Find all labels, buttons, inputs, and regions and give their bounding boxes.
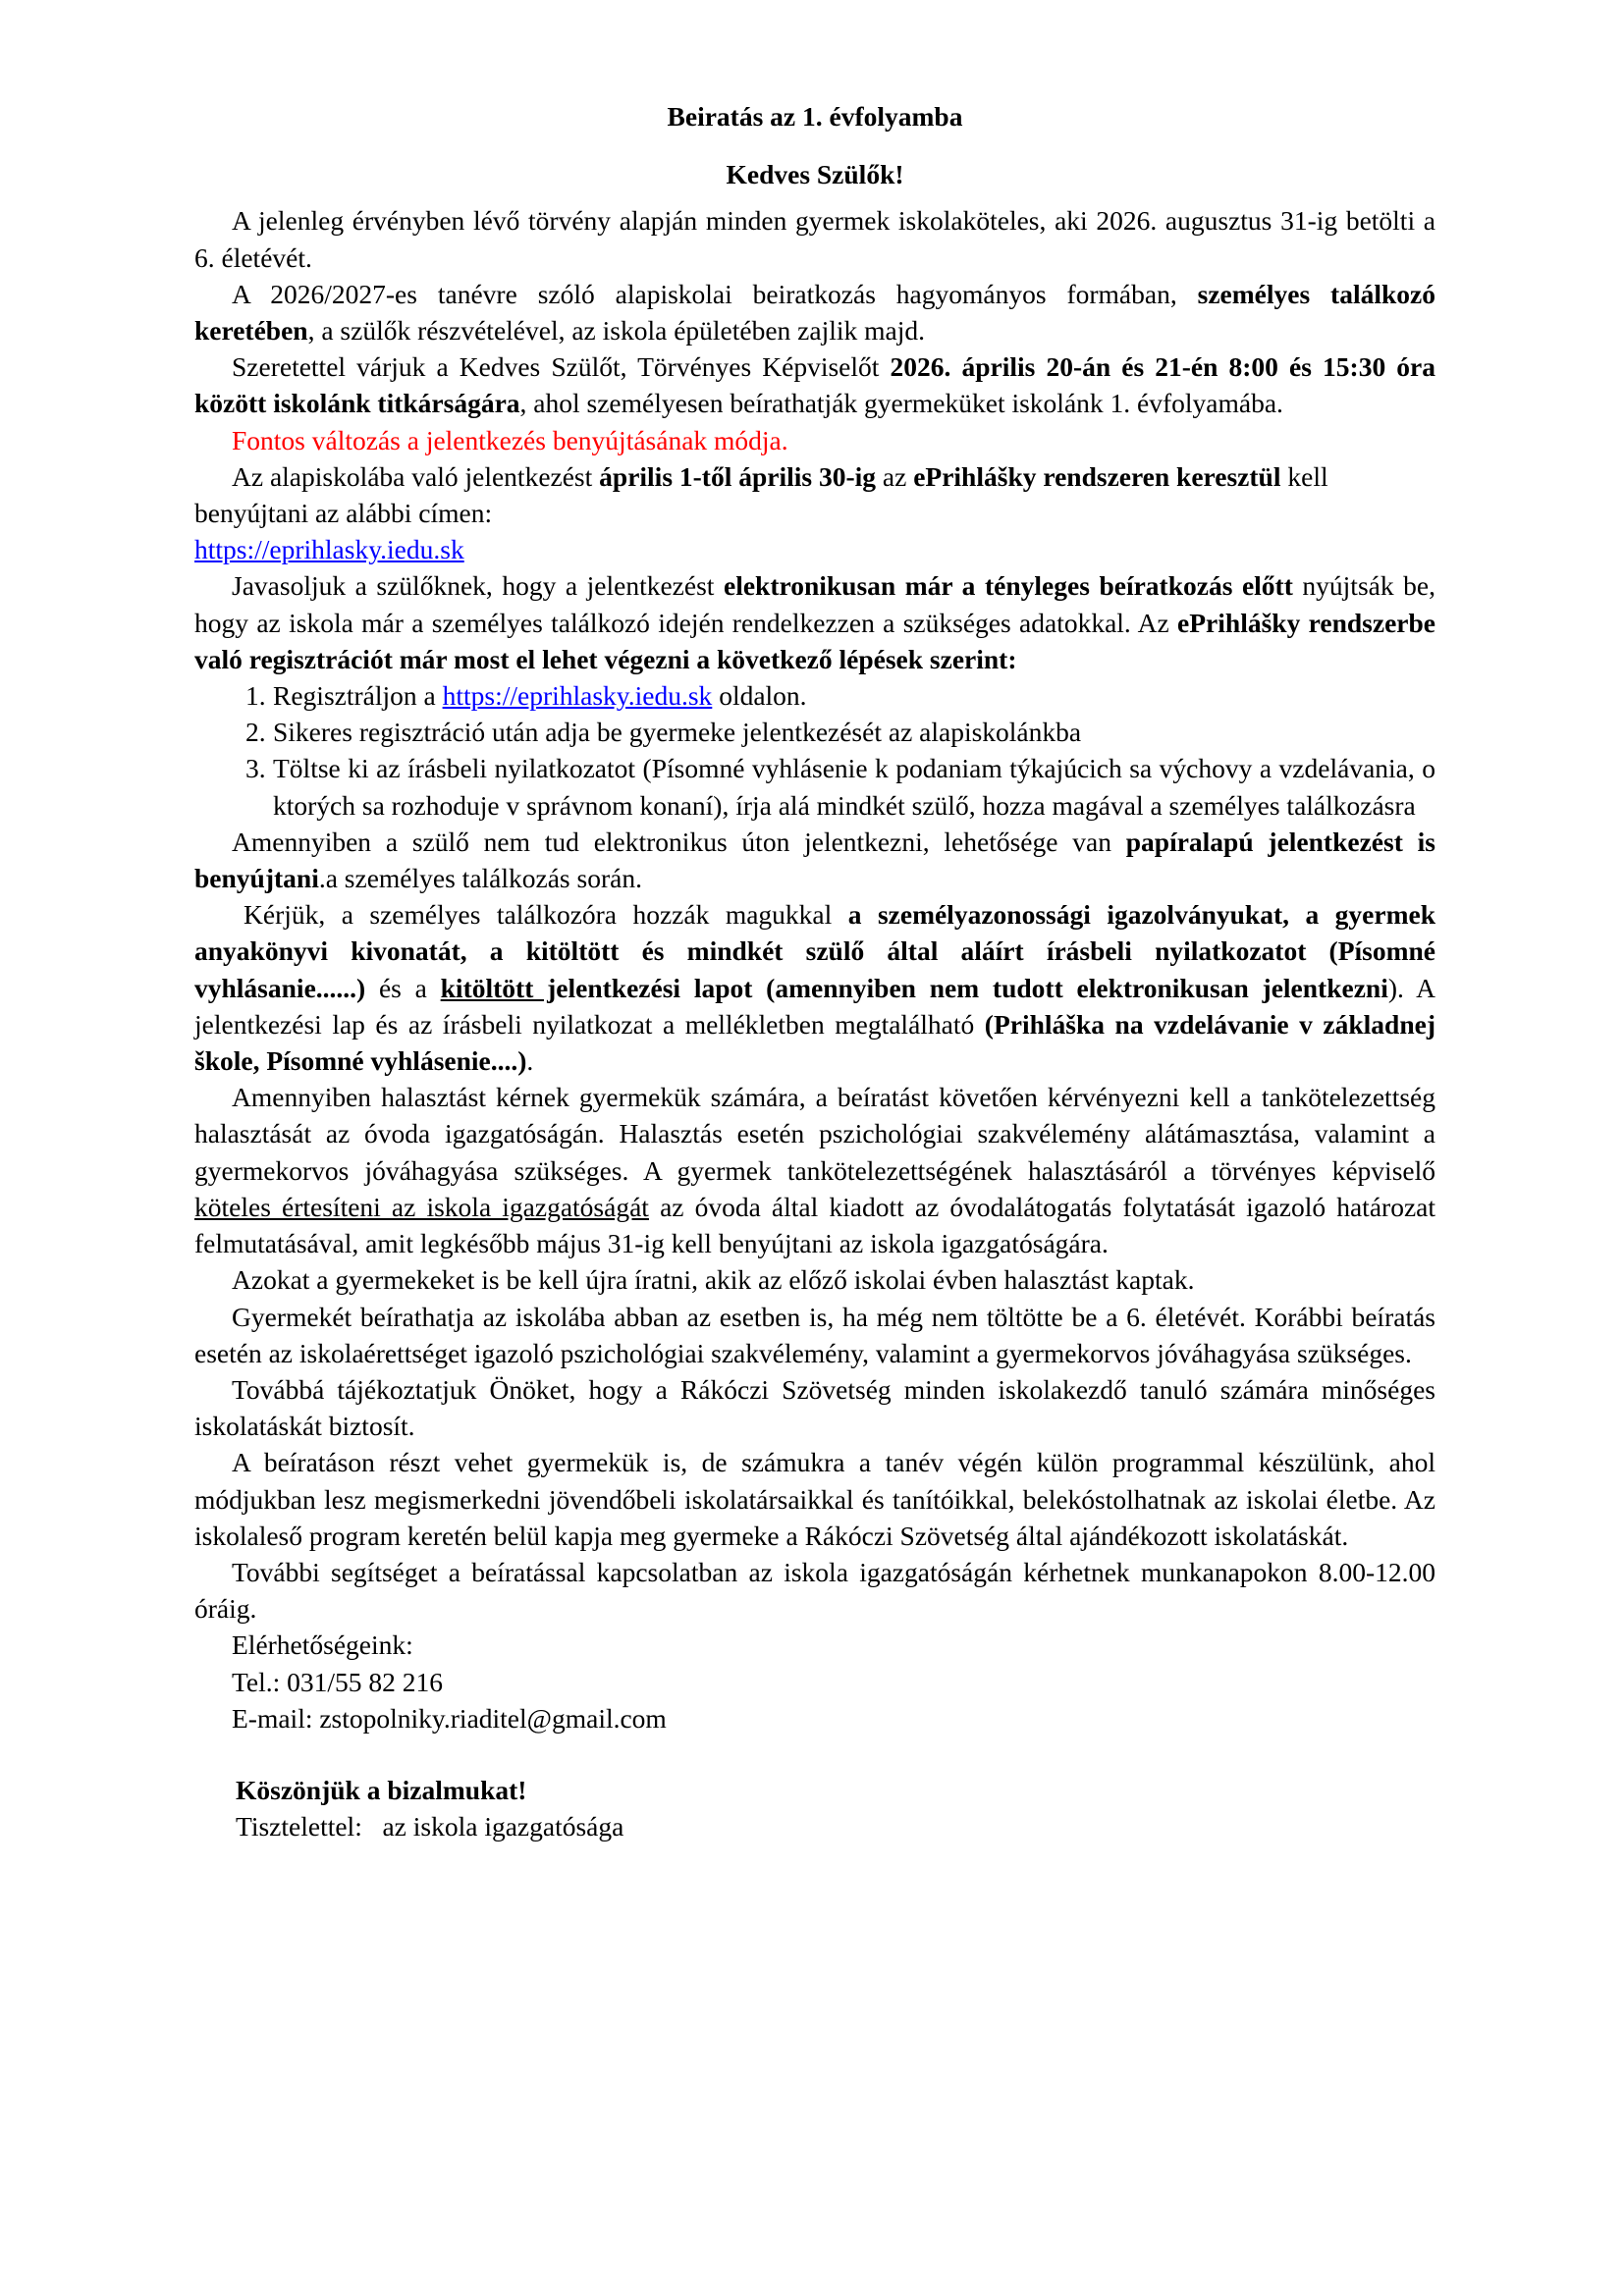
bold-text: április 1-től április 30-ig xyxy=(599,460,877,492)
text: Szeretettel várjuk a Kedves Szülőt, Törvényes Képviselőt xyxy=(232,351,891,383)
important-notice: Fontos változás a jelentkezés benyújtásának módja. xyxy=(232,424,788,455)
text: . xyxy=(526,1045,534,1077)
paragraph-re-enrollment: Azokat a gyermekeket is be kell újra íratni, akik az előző iskolai évben halasztást kaptak. xyxy=(232,1264,1195,1296)
text: .a személyes találkozás során. xyxy=(318,863,642,894)
text: az óvoda által kiadott az óvodalátogatás folytatását igazoló határozat felmutatásával, amit legkésőbb május 31-ig kell benyújtani az iskola igazgatóságára. xyxy=(194,1191,1435,1259)
bold-text: a személyazonossági igazolványukat, a gyermek anyakönyvi kivonatát, a kitöltött és mindkét szülő által aláírt írásbeli nyilatkozatot (Písomné vyhlásanie......) xyxy=(194,899,1435,1003)
eprihlasky-link[interactable]: https://eprihlasky.iedu.sk xyxy=(442,680,713,712)
text: , ahol személyesen beírathatják gyermeküket iskolánk 1. évfolyamába. xyxy=(519,388,1283,419)
paragraph-deferral xyxy=(194,1079,1435,1261)
paragraph-application-period xyxy=(194,458,1435,531)
paragraph-help: További segítséget a beíratással kapcsolatban az iskola igazgatóságán kérhetnek munkanapokon 8.00-12.00 óráig. xyxy=(194,1556,1435,1625)
text: Kérjük, a személyes találkozóra hozzák magukkal xyxy=(244,899,848,931)
step-item xyxy=(194,750,1435,823)
paragraph-age-requirement: A jelenleg érvényben lévő törvény alapján minden gyermek iskolaköteles, aki 2026. augusztus 31-ig betölti a 6. életévét. xyxy=(194,205,1435,273)
text: Javasoljuk a szülőknek, hogy a jelentkezést xyxy=(232,570,724,602)
paragraph-recommendation xyxy=(194,567,1435,677)
greeting-heading: Kedves Szülők! xyxy=(726,159,904,190)
text: kell benyújtani az alábbi címen: xyxy=(194,460,1328,529)
paragraph-early-enrollment: Gyermekét beírathatja az iskolába abban az esetben is, ha még nem töltötte be a 6. életévét. Korábbi beíratás esetén az iskolaérettséget igazoló pszichológiai szakvélemény, valamint a gyermekorvos jóváhagyása szükséges. xyxy=(194,1301,1435,1368)
step-number: 2. xyxy=(245,717,266,748)
contact-heading: Elérhetőségeink: xyxy=(232,1629,413,1661)
eprihlasky-link[interactable]: https://eprihlasky.iedu.sk xyxy=(194,534,464,565)
bold-text: elentkezési lapot (amennyiben nem tudott elektronikusan jelentkezni xyxy=(556,972,1388,1003)
bold-text: 2026. április 20-án és 21-én 8:00 és 15:30 óra között iskolánk titkárságára xyxy=(194,351,1435,419)
text: oldalon. xyxy=(712,680,807,712)
paragraph-enrollment-dates xyxy=(194,348,1435,421)
link-line xyxy=(194,531,1435,567)
bold-text: papíralapú jelentkezést is benyújtani xyxy=(194,826,1435,894)
signature-text: Tisztelettel: az iskola igazgatósága xyxy=(236,1811,624,1842)
text: és a xyxy=(365,972,441,1003)
registration-steps xyxy=(194,677,1435,824)
text: ). A jelentkezési lap és az írásbeli nyilatkozat a mellékletben megtalálható xyxy=(194,972,1435,1040)
text: Amennyiben halasztást kérnek gyermekük számára, a beíratást követően kérvényezni kell a tankötelezettség halasztását az óvoda igazgatóságán. Halasztás esetén pszichológiai szakvélemény alátámasztása, valamint a gyermekorvos jóváhagyása szükséges. A gyermek tankötelezettségének halasztásáról a törvényes képviselő xyxy=(194,1082,1435,1186)
text: Töltse ki az írásbeli nyilatkozatot (Písomné vyhlásenie k podaniam týkajúcich sa výchovy a vzdelávania, o ktorých sa rozhoduje v správnom konaní), írja alá mindkét szülő, hozza magával a személyes találkozásra xyxy=(273,753,1435,821)
bold-text: (Prihláška na vzdelávanie v základnej škole, Písomné vyhlásenie....) xyxy=(194,1008,1435,1077)
step-number: 3. xyxy=(245,753,266,784)
bold-text: ePrihlášky rendszeren keresztül xyxy=(913,460,1281,492)
paragraph-school-bag: Továbbá tájékoztatjuk Önöket, hogy a Rákóczi Szövetség minden iskolakezdő tanuló számára minőséges iskolatáskát biztosít. xyxy=(194,1373,1435,1442)
step-item xyxy=(194,714,1435,750)
bold-text: személyes találkozó keretében xyxy=(194,278,1435,347)
underlined-text: köteles értesíteni az iskola igazgatóságát xyxy=(194,1191,649,1222)
text: az xyxy=(876,460,914,492)
paragraph-paper-application xyxy=(194,824,1435,896)
text: Sikeres regisztráció után adja be gyermeke jelentkezését az alapiskolánkba xyxy=(273,717,1082,748)
step-number: 1. xyxy=(245,680,266,712)
underlined-bold-text: kitöltött j xyxy=(440,972,557,1003)
contact-block xyxy=(194,1627,1435,1736)
closing-block xyxy=(194,1772,1435,1844)
bold-text: elektronikusan már a tényleges beíratkozás előtt xyxy=(723,570,1293,602)
document-page xyxy=(194,98,1435,1844)
bold-text: ePrihlášky rendszerbe való regisztrációt már most el lehet végezni a következő lépések szerint: xyxy=(194,607,1435,674)
text: A 2026/2027-es tanévre szóló alapiskolai beiratkozás hagyományos formában, xyxy=(232,278,1198,309)
text: nyújtsák be, hogy az iskola már a személyes találkozó idején rendelkezzen a szükséges adatokkal. Az xyxy=(194,570,1435,638)
text: Az alapiskolába való jelentkezést xyxy=(232,460,600,492)
contact-phone: Tel.: 031/55 82 216 xyxy=(232,1666,444,1697)
text: Regisztráljon a xyxy=(273,680,443,712)
step-item xyxy=(194,677,1435,714)
paragraph-required-documents xyxy=(194,896,1435,1079)
thanks-text: Köszönjük a bizalmukat! xyxy=(236,1774,527,1805)
paragraph-enrollment-format xyxy=(194,276,1435,348)
paragraph-program: A beíratáson részt vehet gyermekük is, de számukra a tanév végén külön programmal készülünk, ahol módjukban lesz megismerkedni jövendőbeli iskolatársaikkal és tanítóikkal, belekóstolhatnak az iskolai életbe. Az iskolaleső program keretén belül kapja meg gyermeke a Rákóczi Szövetség által ajándékozott iskolatáskát. xyxy=(194,1447,1435,1551)
text: , a szülők részvételével, az iskola épületében zajlik majd. xyxy=(307,315,925,347)
document-title: Beiratás az 1. évfolyamba xyxy=(667,101,963,132)
contact-email: E-mail: zstopolniky.riaditel@gmail.com xyxy=(232,1702,667,1734)
text: Amennyiben a szülő nem tud elektronikus úton jelentkezni, lehetősége van xyxy=(232,826,1126,857)
